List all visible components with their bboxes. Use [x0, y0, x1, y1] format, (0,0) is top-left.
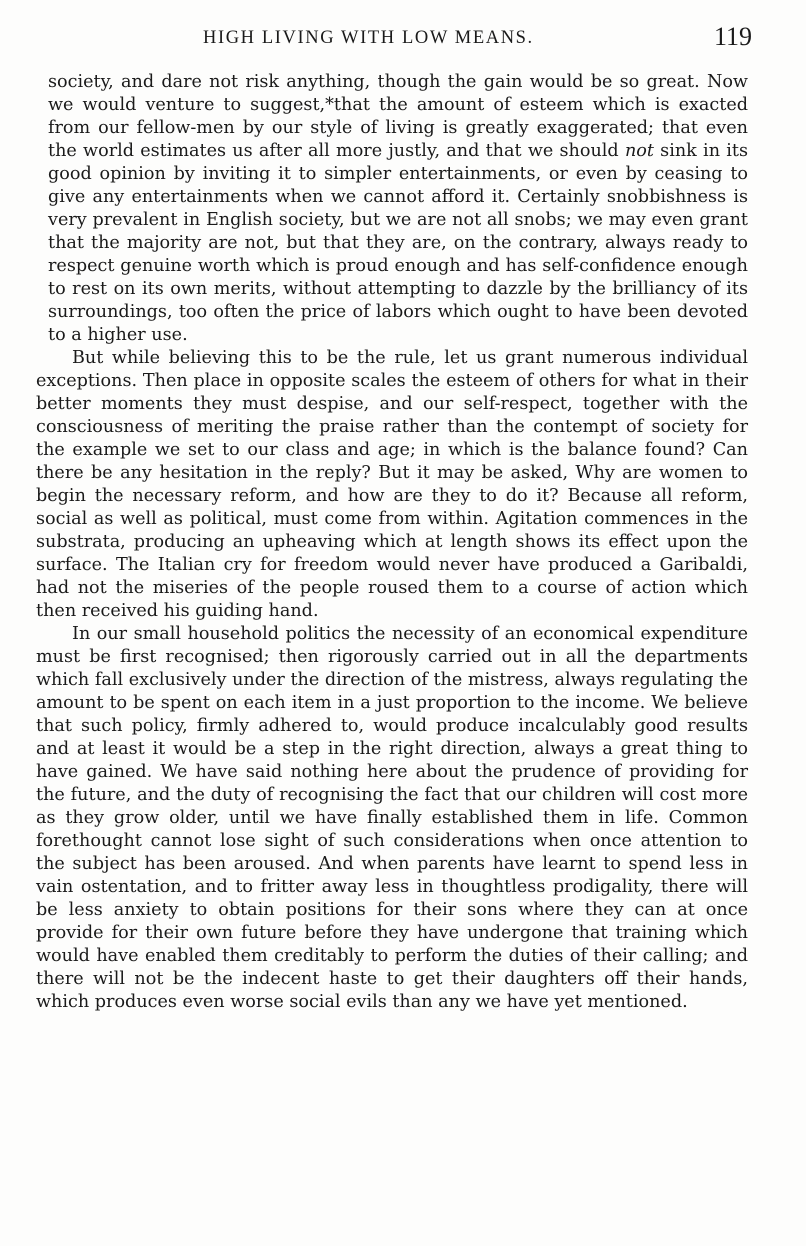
running-head [0, 22, 806, 62]
paragraph-1-text-a: society, and dare not risk anything, though the gain would be so great. Now we would venture to suggest,*that the amount of esteem which is exacted from our fellow-men by our style of living is greatly exaggerated; that even the world estimates us after all more justly, and that we should [48, 72, 748, 161]
paragraph-3: In our small household politics the necessity of an economical expenditure must be first recognised; then rigorously carried out in all the departments which fall exclusively under the direction of the mistress, always regulating the amount to be spent on each item in a just proportion to the income. We believe that such policy, firmly adhered to, would produce incalculably good results and at least it would be a step in the right direction, always a great thing to have gained. We have said nothing here about the prudence of providing for the future, and the duty of recognising the fact that our children will cost more as they grow older, until we have finally established them in life. Common forethought cannot lose sight of such considerations when once attention to the subject has been aroused. And when parents have learnt to spend less in vain ostentation, and to fritter away less in thoughtless prodigality, there will be less anxiety to obtain positions for their sons where they can at once provide for their own future before they have undergone that training which would have enabled them creditably to perform the duties of their calling; and there will not be the indecent haste to get their daughters off their hands, which produces even worse social evils than any we have yet mentioned. [36, 624, 748, 1012]
running-title: HIGH LIVING WITH LOW MEANS. [203, 28, 534, 48]
paragraph-1-text-b: sink in its good opinion by inviting it to simpler entertainments, or even by ceasing to give any entertainments when we cannot afford it. Certainly snobbishness is very prevalent in English society, but we are not all snobs; we may even grant that the majority are not, but that they are, on the contrary, always ready to respect genuine worth which is proud enough and has self-confidence enough to rest on its own merits, without attempting to dazzle by the brilliancy of its surroundings, too often the price of labors which ought to have been devoted to a higher use. [48, 141, 748, 345]
page-number: 119 [713, 22, 752, 51]
paragraph-1 [48, 71, 748, 347]
emphasis-not: not [624, 141, 654, 161]
paragraph-2: But while believing this to be the rule, let us grant numerous individual exceptions. Then place in opposite scales the esteem of others for what in their better moments they must despise, and our self-respect, together with the consciousness of meriting the praise rather than the contempt of society for the example we set to our class and age; in which is the balance found? Can there be any hesitation in the reply? But it may be asked, Why are women to begin the necessary reform, and how are they to do it? Because all reform, social as well as political, must come from within. Agitation commences in the substrata, producing an upheaving which at length shows its effect upon the surface. The Italian cry for freedom would never have produced a Garibaldi, had not the miseries of the people roused them to a course of action which then received his guiding hand. [36, 348, 748, 621]
body-text [36, 71, 748, 1014]
